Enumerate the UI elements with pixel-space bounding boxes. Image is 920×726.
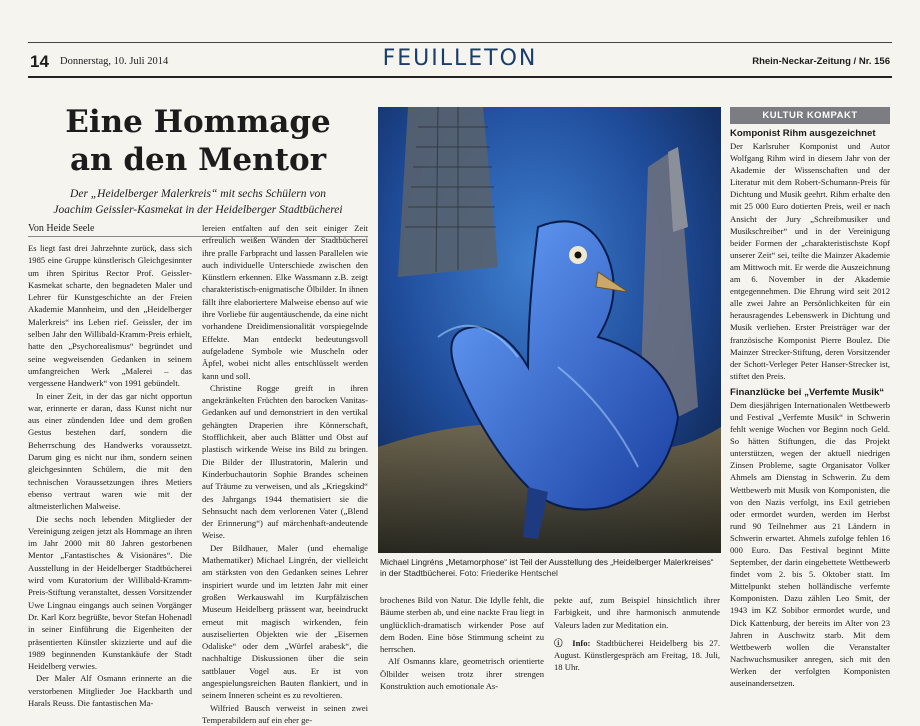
headline-line-2: an den Mentor <box>69 142 327 178</box>
news-item-2-title: Finanzlücke bei „Verfemte Musik“ <box>730 386 885 398</box>
info-text: Stadtbücherei Heidelberg bis 27. August. Künstlergespräch am Freitag, 18. Juli, 18 Uhr. <box>554 637 720 673</box>
article-headline <box>28 103 368 179</box>
paragraph: Der Bildhauer, Maler (und ehemalige Mathematiker) Michael Lingrén, der vielleicht am stärksten von den Gedanken seines Lehrer inspiriert wurde und im letzten Jahr mit einer großen Werkauswahl im Kurpfälzischen Museum Heidelberg prässent war, beeindruckt erneut mit magisch wirkenden, fein ausziselierten Objekten wie der „Eisernen Odaliske“ oder dem „Würfel arabesk“, die nachhaltige Diskussionen über die sein sattblauer Vogel aus. Er ist von angespielungsreichen Bauten flankiert, und in seinem Inneren scheint es zu revoltieren. <box>202 542 368 701</box>
headline-line-1: Eine Hommage <box>65 104 331 140</box>
paragraph: Die sechs noch lebenden Mitglieder der Vereinigung zeigen jetzt als Hommage an ihren im Jahr 2000 mit 80 Jahren gestorbenen Mentor „Fantastisches & Visionäres“. Die Ausstellung in der Heidelberger Stadtbücherei wird vom Kuratorium der Willibald-Kramm-Preis-Stiftung veranstaltet, dessen Vorsitzender Uwe Lingnau eingangs auch seinen Vorgänger Dr. Karl Korz begrüßte, bevor Stefan Hohenadl in seiner Einführung die Eigenheiten der präsentierten Künstler skizzierte und auf die 1989 beginnenden Kunstankäufe der Stadt Heidelberg verwies. <box>28 513 192 672</box>
article-column-3 <box>380 594 544 692</box>
news-item-2-text: Dem diesjährigen Internationalen Wettbewerb und Festival „Verfemte Musik“ in Schwerin fehlt wenige Wochen vor Beginn noch Geld. So hätten Stiftungen, die das Projekt unterstützen, wegen der aktuell niedrigen Zinsen Probleme, sagte Organisator Volker Ahmels am Dienstag in Schwerin. Zu dem Wettbewerb mit Musik von Komponisten, die von den Nazis verfolgt, ins Exil getrieben oder ermordet wurden, werden im Herbst rund 90 Teilnehmer aus 21 Ländern in Schwerin erwartet. Ahmels zufolge fehlen 16 000 Euro. Das Festival beginnt Mitte September, der darin eingebettete Wettbewerb findet vom 2. bis 5. Oktober statt. Im Mittelpunkt stehen holländische verfemte Komponisten. Dazu zählen Leo Smit, der 1943 im KZ Sobibor ermordet wurde, und Dick Kattenburg, der bereits im Alter von 23 Jahren in Auschwitz starb. Mit dem Wettbewerb wollen die Veranstalter Nachwuchsmusiker anregen, sich mit den Werken der verfolgten Komponisten auseinandersetzen. <box>730 399 890 689</box>
article-column-4 <box>554 594 720 674</box>
info-icon: ⓘ <box>554 637 567 648</box>
paragraph: In einer Zeit, in der das gar nicht opportun war, erinnerte er daran, dass Kunst nicht nur aus einer zündenden Idee und dem großen Gestus bestehen darf, sondern die Beherrschung des Handwerks voraussetzt. Darum ging es nicht nur ihm, sondern seinen gleichgesinnten Schülern, die mit den technischen Voraussetzungen ihres Metiers ebenso vertraut waren wie mit der altmeisterlichen Malweise. <box>28 390 192 512</box>
issue-date: Donnerstag, 10. Juli 2014 <box>60 56 169 67</box>
info-paragraph <box>554 637 720 674</box>
paragraph: brochenes Bild von Natur. Die Idylle fehlt, die Bäume sterben ab, und eine nackte Frau liegt in unglücklich-dramatisch wirkender Pose auf dem Boden. Eine böse Stimmung scheint zu herrschen. <box>380 595 544 655</box>
news-item-1-text: Der Karlsruher Komponist und Autor Wolfgang Rihm wird in diesem Jahr von der Akademie der Wissenschaften und der Literatur mit dem Robert-Schumann-Preis für Dichtung und Musik geehrt. Rihm erhalte den mit 25 000 Euro dotierten Preis, weil er nach Ansicht der Jury „Schreibmusiker und Musikschreiber“ und in der Vereinigung beider Formen der „charakteristischste Kopf unserer Zeit“ sei, teilte die Mainzer Akademie am Mittwoch mit. Er werde die Auszeichnung am 6. November in der Akademie entgegennehmen. Die Ehrung wird seit 2012 alle zwei Jahre an Persönlichkeiten für ein herausragendes Lebenswerk in Dichtung und Musik verliehen. Erster Preisträger war der französische Komponist Pierre Boulez. Die Mainzer Strecker-Stiftung, deren Vorsitzender der Schott-Verleger Peter Hanser-Strecker ist, stiftet den Preis. <box>730 141 890 381</box>
header-top-rule <box>28 42 892 43</box>
news-item-1-title: Komponist Rihm ausgezeichnet <box>730 128 876 139</box>
painting-photo <box>378 107 721 553</box>
paragraph: Christine Rogge greift in ihren angekränkelten Früchten den barocken Vanitas-Gedanken auf und demonstriert in den vertikal gehängten Draperien ihre Könnerschaft, Stofflichkeit, aber auch Blätter und Obst auf plastisch wirkende Weise ins Bild zu bringen. Die Bilder der Illustratorin, Malerin und Kinderbuchautorin Sophie Brandes scheinen auf Träume zu verweisen, und als „Kriegskind“ des Jahrgangs 1944 thematisiert sie die Sehnsucht nach dem verlorenen Vater („Blend der Erinnerung“) auf märchenhaft-andeutende Weise. <box>202 382 368 541</box>
header-bottom-rule <box>28 76 892 78</box>
paragraph: Der Maler Alf Osmann erinnerte an die verstorbenen Mitglieder Joe Hackbarth und Harals Reuss. Die fantastischen Ma- <box>28 673 192 708</box>
page-number: 14 <box>30 52 49 71</box>
subtitle-line-1: Der „Heidelberger Malerkreis“ mit sechs Schülern von <box>70 188 326 200</box>
sidebar-news <box>730 128 890 689</box>
info-label: Info: <box>572 637 591 648</box>
subtitle-line-2: Joachim Geissler-Kasmekat in der Heidelberger Stadtbücherei <box>53 204 343 216</box>
article-column-1 <box>28 242 192 708</box>
newspaper-name: Rhein-Neckar-Zeitung / Nr. 156 <box>752 56 890 67</box>
sidebar-heading: KULTUR KOMPAKT <box>730 107 890 124</box>
paragraph: lereien entfalten auf den seit einiger Zeit erfreulich weißen Wänden der Stadtbücherei ihre pralle Farbpracht und lassen Parallelen wie auch individuelle Unterschiede zwischen den Künstlern erkennen. Elke Wassmann z.B. zeigt charakteristisch-enigmatische Ölbilder. In ihnen fällt ihre elaboriertere Malweise ebenso auf wie ihre Vorliebe für augentäuschende, da eine nicht vorhandene Dreidimensionalität vorspiegelnde Effekte. Man entdeckt bedeutungsvoll aufgeladene Symbole wie Muscheln oder Äpfel, wobei nicht alles entschlüsselt werden kann und soll. <box>202 223 368 381</box>
photo-credit: Foto: Friederike Hentschel <box>459 568 558 578</box>
paragraph: Alf Osmanns klare, geometrisch orientierte Ölbilder weisen trotz ihrer strengen Konstruktion auch emotionale As- <box>380 656 544 692</box>
paragraph: Wilfried Bausch verweist in seinen zwei Temperabildern auf ein eher ge- <box>202 702 368 725</box>
section-title: FEUILLETON <box>382 46 538 71</box>
article-column-2 <box>202 222 368 725</box>
article-subtitle <box>28 186 368 218</box>
paragraph: pekte auf, zum Beispiel hinsichtlich ihrer Farbigkeit, und ihre harmonisch anmutende Valeurs laden zur Meditation ein. <box>554 595 720 630</box>
painting-image <box>378 107 721 553</box>
paragraph: Es liegt fast drei Jahrzehnte zurück, dass sich 1985 eine Gruppe künstlerisch Gleichgesinnter um ihren Spiritus Rector Prof. Geissler-Kasmekat scharte, den begnadeten Maler und Lehrer für Kunstgeschichte an der Freien Akademie Mannheim, und den „Heidelberger Malerkreis“ ins Leben rief. Geissler, der im selben Jahr den Willibald-Kramm-Preis erhielt, hatte den „Psychorealismus“ begründet und seine wegweisenden Gedanken in seinem umfangreichen Werk „Malerei – das vergessene Handwerk“ von 1991 gebündelt. <box>28 243 192 389</box>
photo-caption <box>380 557 720 579</box>
byline: Von Heide Seele <box>28 223 95 234</box>
caption-text: Michael Lingréns „Metamorphose“ ist Teil der Ausstellung des „Heidelberger Malerkreises“ in der Stadtbücherei. <box>380 557 714 578</box>
